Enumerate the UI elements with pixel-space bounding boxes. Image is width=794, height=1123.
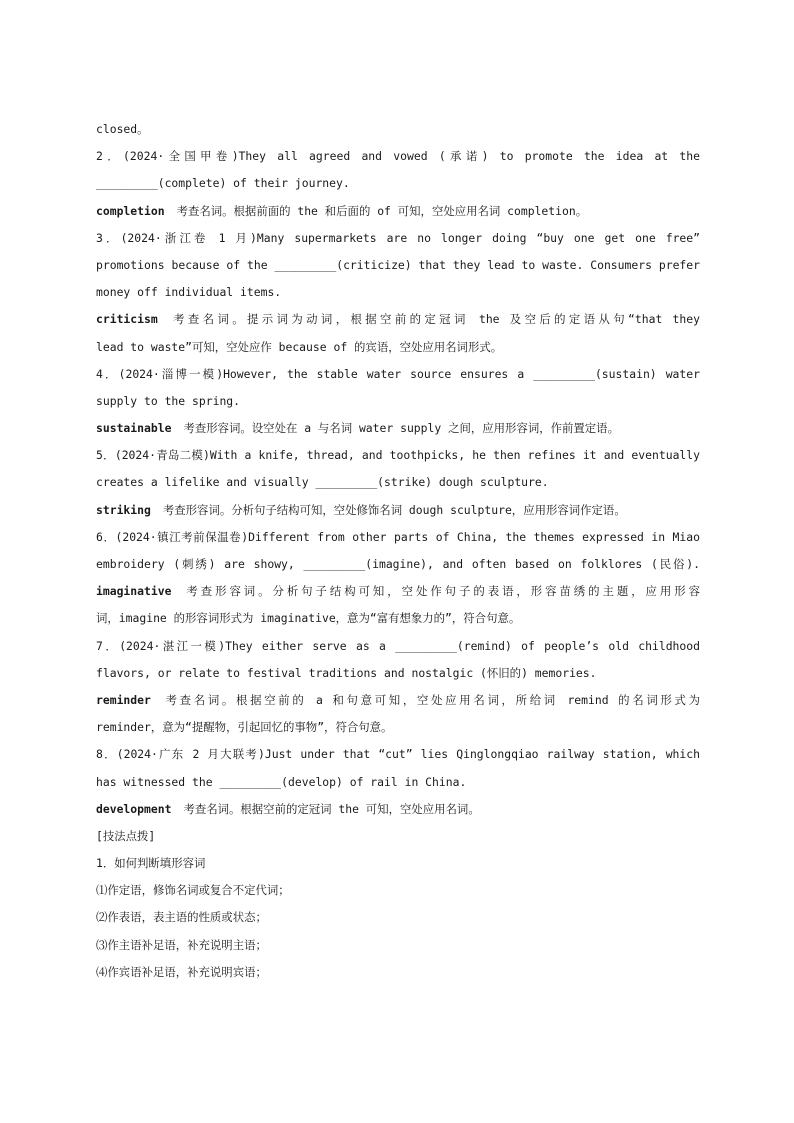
- line-text: embroidery (刺绣) are showy, _________(imagine), and often based on folklores (民俗).: [96, 557, 700, 571]
- answer-line: [96, 687, 700, 714]
- text-line: [96, 361, 700, 388]
- line-text: 考查形容词。设空处在 a 与名词 water supply 之间，应用形容词，作前置定语。: [183, 421, 619, 436]
- text-line: [96, 279, 700, 306]
- line-text: 3．(2024·浙江卷 1 月)Many supermarkets are no longer doing “buy one get one free”: [96, 230, 700, 245]
- answer-line: [96, 415, 700, 442]
- line-text: money off individual items.: [96, 285, 282, 300]
- line-text: ⑴作定语，修饰名词或复合不定代词；: [96, 883, 290, 898]
- text-line: [96, 605, 700, 632]
- text-line: [96, 143, 700, 170]
- text-line: [96, 660, 700, 687]
- line-text: 考查形容词。分析句子结构可知，空处修饰名词 dough sculpture，应用形容词作定语。: [162, 502, 626, 517]
- answer-word: sustainable: [96, 421, 172, 436]
- line-text: 词，imagine 的形容词形式为 imaginative，意为“富有想象力的”，符合句意。: [96, 611, 521, 626]
- text-line: [96, 388, 700, 415]
- text-line: [96, 823, 700, 850]
- text-line: [96, 334, 700, 361]
- text-line: [96, 633, 700, 660]
- text-line: [96, 769, 700, 796]
- line-text: _________(complete) of their journey.: [96, 176, 350, 191]
- line-text: supply to the spring.: [96, 393, 241, 408]
- text-line: [96, 469, 700, 496]
- line-text: flavors, or relate to festival traditions and nostalgic (怀旧的) memories.: [96, 665, 597, 680]
- answer-word: striking: [96, 502, 151, 517]
- answer-line: [96, 198, 700, 225]
- line-text: 考查名词。根据空前的 a 和句意可知，空处应用名词，所给词 remind 的名词形式为: [162, 692, 700, 707]
- answer-word: reminder: [96, 692, 151, 707]
- line-text: 4．(2024·淄博一模)However, the stable water source ensures a _________(sustain) water: [96, 366, 700, 381]
- line-text: 考查名词。根据空前的定冠词 the 可知，空处应用名词。: [183, 801, 480, 816]
- answer-line: [96, 578, 700, 605]
- answer-word: development: [96, 801, 172, 816]
- text-line: [96, 877, 700, 904]
- text-line: [96, 116, 700, 143]
- text-line: [96, 714, 700, 741]
- line-text: 考查名词。根据前面的 the 和后面的 of 可知，空处应用名词 completion。: [176, 203, 588, 218]
- text-line: [96, 959, 700, 986]
- text-line: [96, 252, 700, 279]
- text-line: [96, 442, 700, 469]
- line-text: ⑵作表语，表主语的性质或状态；: [96, 910, 267, 925]
- line-text: lead to waste”可知，空处应作 because of 的宾语，空处应用名词形式。: [96, 339, 503, 354]
- text-line: [96, 524, 700, 551]
- text-line: [96, 850, 700, 877]
- document-body: [96, 116, 700, 986]
- answer-line: [96, 306, 700, 333]
- answer-word: imaginative: [96, 584, 172, 599]
- text-line: [96, 932, 700, 959]
- line-text: ⑶作主语补足语，补充说明主语；: [96, 937, 267, 952]
- answer-line: [96, 796, 700, 823]
- text-line: [96, 225, 700, 252]
- text-line: [96, 170, 700, 197]
- line-text: reminder，意为“提醒物，引起回忆的事物”，符合句意。: [96, 720, 393, 735]
- line-text: 考查形容词。分析句子结构可知，空处作句子的表语，形容苗绣的主题，应用形容: [183, 584, 700, 599]
- line-text: creates a lifelike and visually _________(strike) dough sculpture.: [96, 475, 549, 490]
- line-text: 5．(2024·青岛二模)With a knife, thread, and toothpicks, he then refines it and eventually: [96, 448, 700, 463]
- answer-word: completion: [96, 203, 165, 218]
- line-text: promotions because of the _________(criticize) that they lead to waste. Consumers prefer: [96, 257, 700, 272]
- line-text: [技法点拨]: [96, 828, 156, 843]
- line-text: 2．(2024·全国甲卷)They all agreed and vowed (承诺) to promote the idea at the: [96, 149, 700, 164]
- line-text: 6．(2024·镇江考前保温卷)Different from other parts of China, the themes expressed in Miao: [96, 529, 700, 544]
- line-text: 8．(2024·广东 2 月大联考)Just under that “cut” lies Qinglongqiao railway station, which: [96, 747, 700, 762]
- line-text: 1．如何判断填形容词: [96, 856, 206, 871]
- text-line: [96, 741, 700, 768]
- line-text: closed。: [96, 122, 149, 136]
- line-text: 7．(2024·湛江一模)They either serve as a _________(remind) of people’s old childhood: [96, 638, 700, 653]
- line-text: has witnessed the _________(develop) of rail in China.: [96, 774, 467, 789]
- answer-line: [96, 497, 700, 524]
- line-text: 考查名词。提示词为动词，根据空前的定冠词 the 及空后的定语从句“that they: [169, 312, 700, 327]
- answer-word: criticism: [96, 312, 158, 327]
- line-text: ⑷作宾语补足语，补充说明宾语；: [96, 964, 267, 979]
- text-line: [96, 904, 700, 931]
- text-line: [96, 551, 700, 578]
